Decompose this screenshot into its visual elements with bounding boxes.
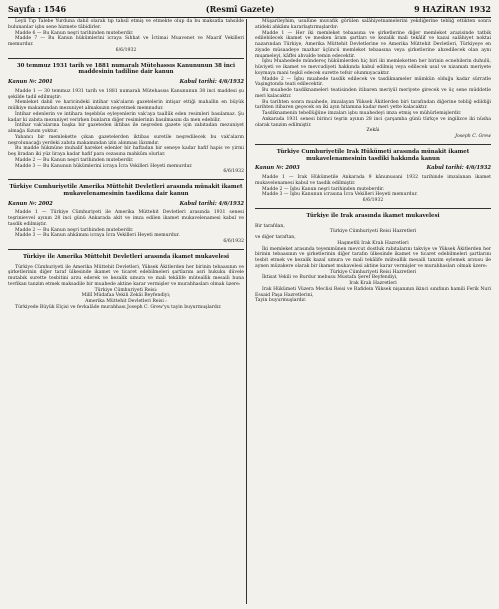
section-rule — [8, 179, 244, 180]
signature-right: Joseph C. Grew — [455, 134, 491, 139]
paragraph: Madde 1 — Her iki memleket tebaasına ve şirketlerine diğer memleket arazisinde tatbik edilebilecek ikamet ve mesken âram şartları ve kezalik mali tekâlif ve kazai salâhiyet noktai nazarından Türkiye, Amerika Müttehit Devletlerine ve Amerika Müttehit Devletleri, Türkiyeye en ziyade müsaadeye mazhar üçüncü memleket tebaasına veya şirketlerine ahzedilecek olan aynı muameleyi, kâffei ahvalde temin edecektir. — [255, 30, 491, 59]
law-number-row — [8, 80, 244, 86]
paragraph: Tasdiknamenin tebellüğüne imzaları işbu muahedeyi imza etmiş ve mühürlemişlerdir. — [262, 111, 462, 116]
law-title: Türkiye Cumhuriyetile Irak Hükümeti arasında münakit ikamet mukavelenamesinin tasdiki hakkında kanun — [276, 148, 470, 162]
section-rule — [8, 249, 244, 250]
paragraph: Madde 1 — Türkiye Cümhuriyeti ile Amerika Müttehit Devletleri arasında 1931 senesi teşrinievvel ayının 28 inci günü Ankarada akit ve imza edilen ikamet mukavelenamesi kabul ve tasdik edilmiştir. — [8, 210, 244, 227]
paragraph: İki memleket arasında teyemmünen mevcut dostluk rabıtalarını takviye ve Yüksek Âkitlerden her birinin tebaasının ve şirketlerinin diğer tarafın ülkesinde ikamet ve ticaret edebilmeleri şartlarını tesbit etmek ve kezalik kazaî umura ve mali tekâlife müteallik mesaili tanzim eylemek arzusu ile aynen müzakere olarak bir ikamet mukavelesi aktine karar vermişler ve murahhasları olmak üzere: — [255, 246, 491, 269]
delegate-line: Millî Müdafaa Vekili Zekâi Beyfendiyi; — [81, 293, 171, 299]
paragraph: İktisat Vekili ve Burdur mebusu Mustafa Şeref Beyfendiyi, — [262, 275, 398, 281]
delegate-line: Türkiye Cümhuriyeti Reisi: — [94, 287, 158, 293]
law-date: 6/6/1932 — [115, 47, 137, 53]
paragraph: Müşarileyhim, usulüne muvafık görülen salâhiyetnamelerini yekdiğerine tebliğ ettikten sonra atideki ahkâmı kararlaştırmışlardır: — [255, 19, 491, 30]
law-number: Kanun №: 2003 — [255, 165, 300, 172]
paragraph: Madde 6 — Bu Kanun neşri tarihinden muteberdir. — [15, 30, 134, 36]
issue-date: 9 HAZİRAN 1932 — [414, 4, 491, 14]
paragraph: İntihar vak'alarına başka bir gazeteden iktibas ile neşreden gazete için zabıtadan mezuniyet almağa lüzum yoktur. — [8, 123, 244, 135]
paragraph: Madde 3 — İşbu Kanunun icrasına İcra Vekilleri Heyeti memurdur. — [262, 192, 418, 198]
header-rule — [8, 17, 491, 18]
paragraph: Bu muahede tasdiknameleri teatisinden itibaren meriyül meriyete girecek ve üç sene müddetle meri kalacaktır. — [255, 88, 491, 99]
paragraph: Memleket dahil ve haricindeki intihar vak'aların gazetelerin intişar ettiği mahallin en büyük mülkiye makamından mezuniyet almaksızın neşretmek memnudur. — [8, 100, 244, 112]
section-rule — [255, 144, 491, 145]
accept-date: Kabul tarihi: 4/6/1932 — [179, 200, 244, 207]
page-header — [8, 4, 491, 17]
paragraph: Madde 1 — Irak Hükümetile Ankarada 9 kânunusani 1932 tarihinde imzalanan ikamet mukavelenamesi kabul ve tasdik edilmiştir. — [255, 175, 491, 186]
law-title: 30 temmuz 1931 tarih ve 1881 numaralı Mütehassıs Kanununun 38 inci maddesinin tadiline dair kanun — [16, 62, 236, 76]
right-column — [255, 19, 491, 304]
paragraph: Bu madde hükmüne muhalif hareket edenler bir haftadan bir seneye kadar hafif hapis ve yirmi beş liradan iki yüz liraya kadar hafif para cezasına mahkûm olurlar. — [8, 146, 244, 158]
law-title: Türkiye Cumhuriyetile Amerika Müttehit Devletleri arasında münakit ikamet mukavelenamesinin tasdikına dair kanun — [9, 184, 243, 197]
paragraph: Haşmetlû Irak Kralı Hazretleri — [337, 240, 409, 246]
paragraph: Madde 2 — İşbu Kanun neşri tarihinden muteberdir. — [262, 186, 385, 192]
paragraph: Madde 2 — İşbu muahede tasdik edilecek ve tasdiknameler mümkün olduğu kadar sürratle Vaşingtonda teati edilecektir. — [255, 76, 491, 88]
gazette-name: (Resmî Gazete) — [205, 4, 275, 14]
paragraph: Madde 3 — Bu Kanun ahkâmını icraya İcra Vekilleri Heyeti memurdur. — [15, 233, 180, 239]
paragraph: Madde 2 — Bu Kanun neşri tarihinden muteberdir. — [15, 227, 134, 233]
signature-left: Zekâi — [366, 128, 380, 134]
accept-date: Kabul tarihi: 4/6/1932 — [426, 165, 491, 172]
paragraph: Türkiye Cümhuriyeti ile Amerika Müttehit Devletleri, Yüksek Âkitlerden her birinin tebaasının ve şirketlerinin diğer taraf ülkesinde ikamet ve ticaret edebilmeleri şartlarını asri hukuku düvele mutabık surette tesbitini arzu ederek ve kezalik umura ve mali tekâlife müteallik mesaili buna tevfikan tanzim etmek maksadile bir muahede aktine karar vermişler ve murahhasları olmak üzere: — [8, 264, 244, 287]
paragraph: Bu tarihten sonra muahede, imzalayan Yüksek Âkitlerden biri tarafından diğerine tebliğ edildiği tarihten itibaren geçecek on iki ayın hitamına kadar meri yette kalacaktır. — [255, 99, 491, 111]
accept-date: Kabul tarihi: 4/6/1932 — [179, 79, 244, 86]
column-divider — [246, 19, 247, 604]
section-rule — [8, 58, 244, 59]
paragraph: Madde 3 — Bu Kanunun hükümlerini icraya İcra Vekilleri Heyeti memurdur. — [15, 163, 193, 169]
delegate-line: Amerika Müttehit Devletleri Reisi : — [85, 299, 167, 305]
paragraph: Irak Hükümeti Vüzera Meclisi Reisi ve Rafidein Yüksek nişanının ikinci sınıfının hamili Ferik Nuri Essaid Paşa Hazretlerini, — [255, 286, 491, 298]
law-number-row — [255, 166, 491, 172]
law-number: Kanun №: 2001 — [8, 79, 53, 86]
section-rule — [255, 208, 491, 209]
law-date: 6/6/1932 — [362, 198, 384, 204]
paragraph: Ankarada 1931 senesi birinci teşrin ayının 28 inci çarşamba günü türkçe ve ingilizce iki nüsha olarak tanzim edilmiştir. — [255, 116, 491, 128]
law-date: 6/6/1932 — [223, 169, 244, 175]
paragraph: Irak Kralı Hazretleri — [349, 281, 397, 287]
law-date: 6/6/1932 — [223, 239, 244, 245]
paragraph: Türkiye Cümhuriyeti Reisi Hazretleri — [329, 269, 417, 275]
paragraph: İntihar edenlerin ve intihara teşebbüs eyleyenlerin vak'aya taallûk eden resimleri basılamaz. Şu kadar ki zabıta mezuniyet verirken bunların diğer resimlerinin basılmasını da men edebilir. — [8, 111, 244, 123]
paragraph: İşbu Muahedede mündereç hükümlerden hiç biri iki memleketten her birinin ecnebilerin duhulü, hüviyeti ve ikamet ve mevcudiyeti hakkında kabul edilmiş veya edilecek usul ve nizamatı meriyete koymaya mani teşkil edecek surette tefsir olunmıyacaktır. — [255, 59, 491, 76]
paragraph: Madde 1 — 30 temmuz 1931 tarih ve 1881 numaralı Mütehassıs Kanununun 38 inci maddesi şu şekilde tadil edilmiştir: — [8, 88, 244, 100]
paragraph: Leyli Tıp Talebe Yurduna dahil olarak tıp tahsil etmiş ve etmekte olup da bu maksatla tahsilde bulunanlar işbu sene hizmete tâbidirler. — [8, 19, 244, 30]
paragraph: Madde 2 — Bu Kanun neşri tarihinden muteberdir. — [15, 157, 134, 163]
treaty-title: Türkiye ile Irak arasında ikamet mukavelesi — [306, 212, 440, 219]
treaty-title: Türkiye ile Amerika Müttehit Devletleri arasında ikamet mukavelesi — [22, 253, 230, 260]
law-number: Kanun №: 2002 — [8, 200, 53, 207]
paragraph: Madde 7 — Bu Kanun hükümlerini icraya Sıhhat ve İctimai Muavenet ve Maarif Vekilleri memurdur. — [8, 36, 244, 47]
delegate-line: Türkiyede Büyük Elçisi ve fevkalâde murahhası Joseph C. Grew'yu tayin buyurmuşlardır. — [15, 304, 222, 310]
paragraph: ve diğer taraftan, — [255, 235, 296, 241]
paragraph: Yabancı bir memlekette çıkan gazetelerden iktibas suretile neşredilecek bu vak'aların neşrolunacağı yerdeki zabıta makamından izin alınması lâzımdır. — [8, 134, 244, 146]
paragraph: Türkiye Cümhuriyeti Reisi Hazretleri — [329, 229, 417, 235]
page-number: Sayıfa : 1546 — [8, 4, 67, 14]
paragraph: Tayin buyurmuşlardır. — [255, 298, 307, 304]
law-number-row — [8, 202, 244, 208]
left-column — [8, 19, 244, 311]
paragraph: Bir tarafdan, — [255, 223, 285, 229]
